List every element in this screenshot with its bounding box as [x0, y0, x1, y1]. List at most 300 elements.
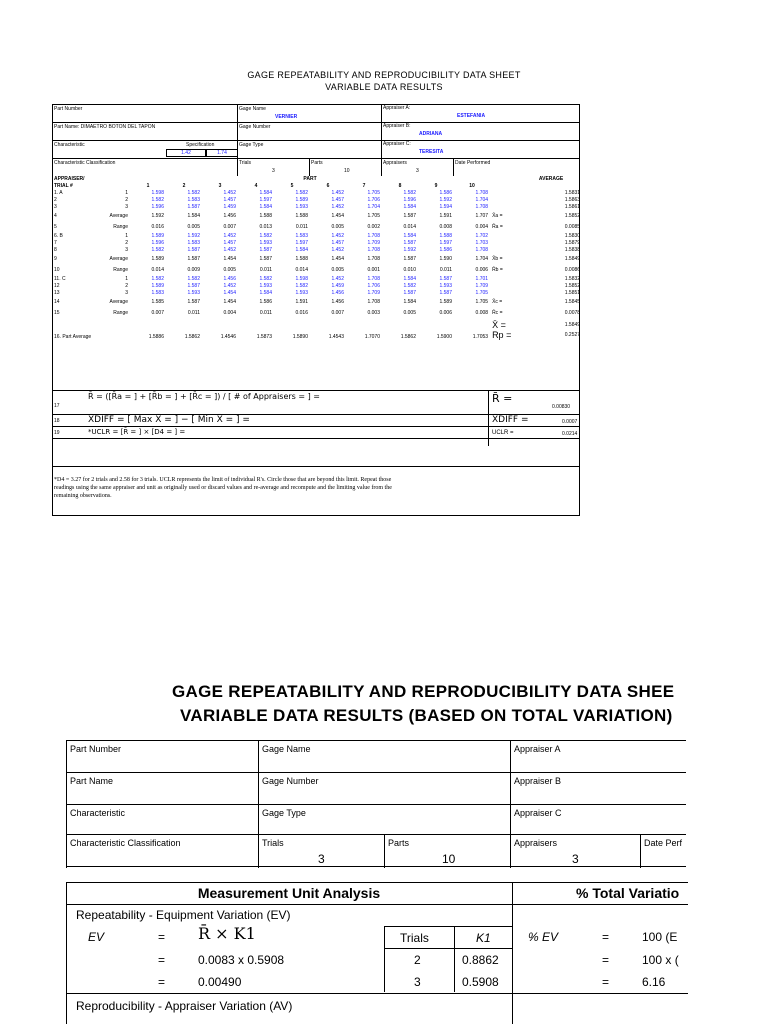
- measurement-cell: 0.011: [259, 267, 272, 273]
- s2-gage-name-label: Gage Name: [262, 744, 311, 754]
- measurement-cell: 1.587: [403, 290, 416, 296]
- row-average: 0.0085: [564, 224, 581, 230]
- row19-value: 0.0214: [562, 431, 578, 437]
- table-row: [52, 254, 582, 265]
- measurement-cell: 1.584: [403, 276, 416, 282]
- measurement-cell: 1.582: [403, 283, 416, 289]
- measurement-cell: 1.596: [151, 240, 164, 246]
- table-row: [52, 222, 582, 233]
- measurement-cell: 1.584: [259, 290, 272, 296]
- measurement-cell: 1.705: [475, 299, 489, 305]
- row-symbol: [490, 276, 520, 283]
- gage-name-label: Gage Name: [239, 106, 266, 112]
- trial-label: Average: [109, 256, 128, 262]
- part-average-cell: 1.5890: [292, 334, 308, 340]
- measurement-cell: 1.593: [259, 240, 272, 246]
- s2-appraiser-a-label: Appraiser A: [514, 744, 561, 754]
- pct-ev-2: 100 x (: [642, 953, 679, 967]
- reproducibility-label: Reproducibility - Appraiser Variation (AV): [76, 999, 293, 1013]
- trial-label: Range: [113, 310, 128, 316]
- pct-ev-label: % EV: [528, 930, 559, 944]
- measurement-cell: 1.582: [151, 247, 164, 253]
- row-number: 10: [54, 267, 60, 273]
- s2-trials-value: 3: [318, 852, 325, 866]
- ev-formula: R̄ × K1: [198, 924, 256, 943]
- table-row: [52, 276, 582, 283]
- row-average: 1.5879: [564, 240, 581, 246]
- row-number: 2: [54, 197, 57, 203]
- table-row: [52, 265, 582, 276]
- row-average: 1.5851: [564, 290, 581, 296]
- ev-line3: 0.00490: [198, 975, 242, 989]
- measurement-cell: 1.582: [187, 190, 200, 196]
- measurement-cell: 1.587: [259, 256, 272, 262]
- measurement-cell: 1.587: [259, 247, 272, 253]
- measurement-cell: 1.586: [439, 190, 452, 196]
- measurement-cell: 1.589: [295, 197, 308, 203]
- k1-2: 0.8862: [462, 953, 499, 967]
- row19-symbol: UCLR =: [492, 430, 514, 436]
- xbar-rp-symbols: [490, 319, 520, 341]
- part-number-label: Part Number: [54, 106, 83, 112]
- measurement-cell: 1.592: [439, 197, 452, 203]
- part-number-4: 4: [254, 183, 258, 189]
- s2-part-name-label: Part Name: [70, 776, 114, 786]
- measurement-cell: 1.586: [259, 299, 272, 305]
- row-number: 14: [54, 299, 60, 305]
- trial-label: Average: [109, 299, 128, 305]
- measurement-cell: 1.593: [439, 283, 452, 289]
- part-number-6: 6: [326, 183, 330, 189]
- measurement-cell: 1.456: [331, 290, 344, 296]
- row-average: 1.5830: [564, 233, 581, 239]
- measurement-cell: 1.704: [475, 256, 489, 262]
- measurement-cell: 1.584: [259, 204, 272, 210]
- measurement-cell: 1.582: [403, 190, 416, 196]
- measurement-cell: 0.016: [295, 310, 308, 316]
- row-symbol: [490, 190, 520, 197]
- measurement-cell: 1.452: [331, 247, 344, 253]
- measurement-cell: 1.456: [331, 299, 344, 305]
- measurement-cell: 1.707: [475, 213, 489, 219]
- ev-line2: 0.0083 x 0.5908: [198, 953, 285, 967]
- part-average-cell: 1.7070: [364, 334, 380, 340]
- row-average: 1.5849: [564, 256, 581, 262]
- trial-label: Range: [113, 267, 128, 273]
- measurement-cell: 1.582: [151, 197, 164, 203]
- measurement-cell: 1.452: [331, 276, 344, 282]
- measurement-cell: 1.584: [403, 204, 416, 210]
- tv-title: % Total Variatio: [576, 885, 680, 901]
- part-number-2: 2: [182, 183, 186, 189]
- measurement-cell: 0.001: [367, 267, 380, 273]
- s2-parts-label: Parts: [388, 838, 410, 848]
- measurement-cell: 1.594: [439, 204, 452, 210]
- measurement-cell: 0.016: [151, 224, 164, 230]
- measurement-cell: 1.587: [187, 256, 200, 262]
- measurement-cell: 1.596: [151, 204, 164, 210]
- measurement-cell: 1.584: [295, 247, 308, 253]
- measurement-cell: 1.587: [187, 204, 200, 210]
- table-row: [52, 308, 582, 319]
- measurement-cell: 1.452: [331, 233, 344, 239]
- row-average: 1.5863: [564, 197, 581, 203]
- measurement-cell: 0.002: [367, 224, 380, 230]
- measurement-cell: 1.459: [223, 204, 236, 210]
- pct-eq-2: =: [602, 953, 610, 967]
- specification-label: Specification: [186, 142, 215, 148]
- row-symbol: X̄c =: [492, 299, 503, 305]
- part-number-10: 10: [469, 183, 475, 189]
- s2-date-label: Date Perf: [644, 838, 683, 848]
- measurement-cell: 0.009: [187, 267, 200, 273]
- sheet1-summary: [52, 390, 580, 446]
- appraiser-a-label: Appraiser A:: [383, 105, 411, 111]
- measurement-cell: 0.014: [295, 267, 308, 273]
- trial-label: Average: [109, 213, 128, 219]
- measurement-cell: 1.457: [331, 240, 344, 246]
- measurement-cell: 1.582: [259, 233, 272, 239]
- part-number-5: 5: [290, 183, 294, 189]
- measurement-cell: 1.597: [259, 197, 272, 203]
- trial-header: TRIAL #: [54, 183, 73, 189]
- trial-label: 1: [125, 190, 128, 196]
- row-number: 11. C: [54, 276, 66, 282]
- measurement-cell: 1.587: [439, 290, 452, 296]
- data-table: [52, 176, 582, 341]
- measurement-cell: 1.584: [187, 213, 200, 219]
- measurement-cell: 0.011: [295, 224, 308, 230]
- measurement-cell: 1.452: [331, 204, 344, 210]
- trials-col-header: Trials: [400, 931, 429, 945]
- measurement-cell: 1.590: [439, 256, 452, 262]
- measurement-cell: 0.007: [223, 224, 236, 230]
- table-row: [52, 240, 582, 247]
- sheet2-title-line2: VARIABLE DATA RESULTS (BASED ON TOTAL VARIATION): [180, 706, 673, 725]
- measurement-cell: 1.582: [151, 276, 164, 282]
- row-symbol: [490, 204, 520, 211]
- appraisers-value: 3: [416, 168, 419, 174]
- measurement-cell: 1.588: [295, 256, 308, 262]
- measurement-cell: 1.589: [439, 299, 452, 305]
- measurement-cell: 1.708: [367, 299, 380, 305]
- measurement-cell: 1.708: [367, 247, 380, 253]
- appraisers-label: Appraisers: [383, 160, 407, 166]
- measurement-cell: 1.459: [331, 283, 344, 289]
- measurement-cell: 1.454: [331, 213, 344, 219]
- sheet1-title-line2: VARIABLE DATA RESULTS: [325, 82, 443, 92]
- row-symbol: R̄c =: [492, 310, 503, 316]
- trial-label: 2: [125, 240, 128, 246]
- appraiser-c-value: TERESITA: [419, 149, 444, 155]
- parts-value: 10: [344, 168, 350, 174]
- trial-label: 2: [125, 197, 128, 203]
- measurement-cell: 1.588: [259, 213, 272, 219]
- ev-eq-3: =: [158, 975, 166, 989]
- measurement-cell: 1.457: [223, 197, 236, 203]
- measurement-cell: 0.005: [331, 224, 344, 230]
- part-average-cell: 1.4546: [220, 334, 236, 340]
- appraiser-c-label: Appraiser C:: [383, 141, 411, 147]
- measurement-cell: 1.452: [223, 247, 236, 253]
- measurement-cell: 1.705: [367, 190, 380, 196]
- row-symbol: [490, 283, 520, 290]
- trial-label: Range: [113, 224, 128, 230]
- pct-ev-3: 6.16: [642, 975, 666, 989]
- s2-part-number-label: Part Number: [70, 744, 122, 754]
- row-number: 12: [54, 283, 60, 289]
- trials-3: 3: [414, 975, 421, 989]
- row18-number: 18: [54, 418, 60, 424]
- row18-formula: X̄DIFF = [ Max X̄ = ] − [ Min X̄ = ] =: [88, 415, 250, 425]
- measurement-cell: 1.583: [151, 290, 164, 296]
- row-number: 7: [54, 240, 57, 246]
- measurement-cell: 0.006: [439, 310, 452, 316]
- measurement-cell: 1.703: [475, 240, 489, 246]
- part-average-cell: 1.7053: [472, 334, 489, 340]
- measurement-cell: 1.583: [295, 233, 308, 239]
- row18-symbol: X̄DIFF =: [492, 415, 529, 425]
- measurement-cell: 1.709: [475, 283, 489, 289]
- measurement-cell: 1.587: [439, 276, 452, 282]
- measurement-cell: 0.006: [475, 267, 489, 273]
- part-average-cell: 1.5886: [148, 334, 164, 340]
- row-average: 0.0086: [564, 267, 581, 273]
- part-average-cell: 1.5862: [400, 334, 416, 340]
- part-average-cell: 1.5862: [184, 334, 200, 340]
- measurement-cell: 1.583: [187, 240, 200, 246]
- measurement-cell: 1.596: [403, 197, 416, 203]
- measurement-cell: 1.452: [223, 190, 236, 196]
- measurement-cell: 1.593: [295, 290, 308, 296]
- measurement-cell: 1.589: [151, 283, 164, 289]
- table-row: [52, 211, 582, 222]
- measurement-cell: 0.013: [259, 224, 272, 230]
- row-number: 1. A: [54, 190, 63, 196]
- row-symbol: X̄a =: [492, 213, 503, 219]
- pct-eq-3: =: [602, 975, 610, 989]
- measurement-cell: 1.457: [223, 240, 236, 246]
- row-number: 13: [54, 290, 60, 296]
- table-row: [52, 297, 582, 308]
- row-symbol: X̄b =: [492, 256, 503, 262]
- row-symbol: [490, 197, 520, 204]
- sheet1-title-line1: GAGE REPEATABILITY AND REPRODUCIBILITY DATA SHEET: [247, 70, 521, 80]
- measurement-cell: 1.708: [367, 256, 380, 262]
- row17-value: 0.00830: [552, 404, 571, 410]
- s2-parts-value: 10: [442, 852, 456, 866]
- part-header: PART: [303, 176, 317, 182]
- appraiser-a-value: ESTEFANIA: [457, 113, 486, 119]
- measurement-cell: 1.704: [367, 204, 380, 210]
- measurement-cell: 1.701: [475, 276, 489, 282]
- measurement-cell: 1.586: [439, 247, 452, 253]
- measurement-cell: 1.709: [367, 290, 380, 296]
- measurement-cell: 1.598: [151, 190, 164, 196]
- ev-eq-2: =: [158, 953, 166, 967]
- part-number-8: 8: [398, 183, 402, 189]
- row-number: 4: [54, 213, 57, 219]
- measurement-cell: 1.706: [367, 283, 380, 289]
- s2-char-class-label: Characteristic Classification: [70, 838, 181, 848]
- s2-appraisers-label: Appraisers: [514, 838, 558, 848]
- row-symbol: [490, 233, 520, 240]
- measurement-cell: 1.454: [331, 256, 344, 262]
- measurement-cell: 1.456: [223, 213, 236, 219]
- repeatability-label: Repeatability - Equipment Variation (EV): [76, 908, 291, 922]
- k1-3: 0.5908: [462, 975, 499, 989]
- gage-type-label: Gage Type: [239, 142, 264, 148]
- measurement-cell: 1.593: [187, 290, 200, 296]
- measurement-cell: 0.008: [475, 310, 489, 316]
- divider: [52, 466, 580, 467]
- measurement-cell: 1.705: [367, 213, 380, 219]
- row18-value: 0.0007: [562, 419, 578, 425]
- measurement-cell: 1.582: [295, 283, 308, 289]
- spec-low: 1.42: [166, 149, 206, 157]
- row-number: 6. B: [54, 233, 63, 239]
- measurement-cell: 1.704: [475, 197, 489, 203]
- pct-eq-1: =: [602, 930, 610, 944]
- spec-high: 1.74: [206, 149, 238, 157]
- measurement-cell: 0.007: [331, 310, 344, 316]
- measurement-cell: 1.587: [403, 213, 416, 219]
- trial-label: 1: [125, 233, 128, 239]
- sheet2-title-line1: GAGE REPEATABILITY AND REPRODUCIBILITY DATA SHEE: [172, 682, 675, 701]
- measurement-cell: 1.587: [403, 256, 416, 262]
- rp-symbol: Rp =: [492, 330, 512, 340]
- measurement-cell: 1.708: [367, 276, 380, 282]
- measurement-cell: 0.008: [439, 224, 452, 230]
- measurement-cell: 1.706: [367, 197, 380, 203]
- part-number-7: 7: [362, 183, 366, 189]
- row-average: 1.5861: [564, 204, 581, 210]
- measurement-cell: 1.587: [403, 240, 416, 246]
- part-number-3: 3: [218, 183, 222, 189]
- table-row: [52, 283, 582, 290]
- measurement-cell: 1.589: [151, 256, 164, 262]
- part-average-cell: 1.4543: [328, 334, 344, 340]
- measurement-cell: 1.597: [295, 240, 308, 246]
- measurement-cell: 1.708: [367, 233, 380, 239]
- trial-label: 3: [125, 290, 128, 296]
- ev-label: EV: [88, 930, 105, 944]
- blank: [490, 183, 520, 190]
- average-header: AVERAGE: [538, 176, 564, 182]
- measurement-cell: 0.004: [223, 310, 236, 316]
- s2-appraisers-value: 3: [572, 852, 579, 866]
- measurement-cell: 0.005: [403, 310, 416, 316]
- char-class-label: Characteristic Classification: [54, 160, 116, 166]
- measurement-cell: 1.587: [187, 283, 200, 289]
- measurement-cell: 1.452: [223, 283, 236, 289]
- measurement-cell: 1.588: [439, 233, 452, 239]
- row17-number: 17: [54, 403, 60, 409]
- rp-value: 0.2527: [564, 332, 581, 338]
- measurement-cell: 0.005: [223, 267, 236, 273]
- mua-title: Measurement Unit Analysis: [197, 885, 381, 901]
- measurement-cell: 1.705: [475, 290, 489, 296]
- xbar-symbol: X̄ =: [492, 320, 506, 330]
- row-average: 0.0078: [564, 310, 581, 316]
- row-symbol: [490, 240, 520, 247]
- trials-2: 2: [414, 953, 421, 967]
- measurement-cell: 1.709: [367, 240, 380, 246]
- trial-label: 3: [125, 204, 128, 210]
- measurement-cell: 1.598: [295, 276, 308, 282]
- measurement-cell: 1.592: [187, 233, 200, 239]
- measurement-cell: 0.003: [367, 310, 380, 316]
- measurement-cell: 1.585: [151, 299, 164, 305]
- measurement-cell: 0.011: [187, 310, 200, 316]
- table-row: [52, 204, 582, 211]
- row19-number: 19: [54, 430, 60, 436]
- row-average: 1.5832: [564, 276, 581, 282]
- row19-formula: *UCLR = [R̄ = ] × [D4 = ] =: [88, 428, 186, 436]
- measurement-cell: 1.588: [295, 213, 308, 219]
- trial-label: 2: [125, 283, 128, 289]
- appraiser-trial-header: APPRAISER/: [54, 176, 85, 182]
- trials-value: 3: [272, 168, 275, 174]
- measurement-cell: 0.005: [187, 224, 200, 230]
- row-number: 8: [54, 247, 57, 253]
- measurement-cell: 0.005: [331, 267, 344, 273]
- row17-symbol: R̄ =: [492, 392, 513, 405]
- measurement-cell: 1.592: [151, 213, 164, 219]
- measurement-cell: 1.587: [187, 299, 200, 305]
- measurement-cell: 1.454: [223, 299, 236, 305]
- gage-name-value: VERNIER: [275, 114, 298, 120]
- measurement-cell: 1.591: [439, 213, 452, 219]
- row-symbol: [490, 247, 520, 254]
- measurement-cell: 1.589: [151, 233, 164, 239]
- mua-section: [66, 882, 688, 1024]
- pct-ev-1: 100 (E: [642, 930, 678, 944]
- gage-number-label: Gage Number: [239, 124, 271, 130]
- sheet1-header: [52, 104, 580, 176]
- row-average: 1.5838: [564, 247, 581, 253]
- measurement-cell: 0.010: [403, 267, 416, 273]
- s2-gage-type-label: Gage Type: [262, 808, 306, 818]
- sheet2-header: [66, 740, 686, 868]
- measurement-cell: 1.708: [475, 204, 489, 210]
- s2-appraiser-c-label: Appraiser C: [514, 808, 562, 818]
- measurement-cell: 1.452: [331, 190, 344, 196]
- measurement-cell: 1.582: [259, 276, 272, 282]
- row-symbol: R̄b =: [492, 267, 503, 273]
- characteristic-label: Characteristic: [54, 142, 85, 148]
- measurement-cell: 1.584: [259, 190, 272, 196]
- trial-label: 3: [125, 247, 128, 253]
- measurement-cell: 1.708: [475, 247, 489, 253]
- trials-label: Trials: [239, 160, 252, 166]
- row-symbol: [490, 290, 520, 297]
- xbar-value: 1.5849: [564, 322, 581, 328]
- measurement-cell: 1.708: [475, 190, 489, 196]
- xbar-rp-values: [520, 319, 582, 341]
- measurement-cell: 1.454: [223, 290, 236, 296]
- table-row: [52, 247, 582, 254]
- part-name-label: Part Name: DIMAETRO BOTON DEL TAPON: [54, 124, 156, 130]
- measurement-cell: 0.004: [475, 224, 489, 230]
- measurement-cell: 1.452: [223, 233, 236, 239]
- measurement-cell: 1.593: [295, 204, 308, 210]
- measurement-cell: 1.582: [295, 190, 308, 196]
- measurement-cell: 1.592: [403, 247, 416, 253]
- s2-gage-number-label: Gage Number: [262, 776, 319, 786]
- trial-label: 1: [125, 276, 128, 282]
- table-row: [52, 233, 582, 240]
